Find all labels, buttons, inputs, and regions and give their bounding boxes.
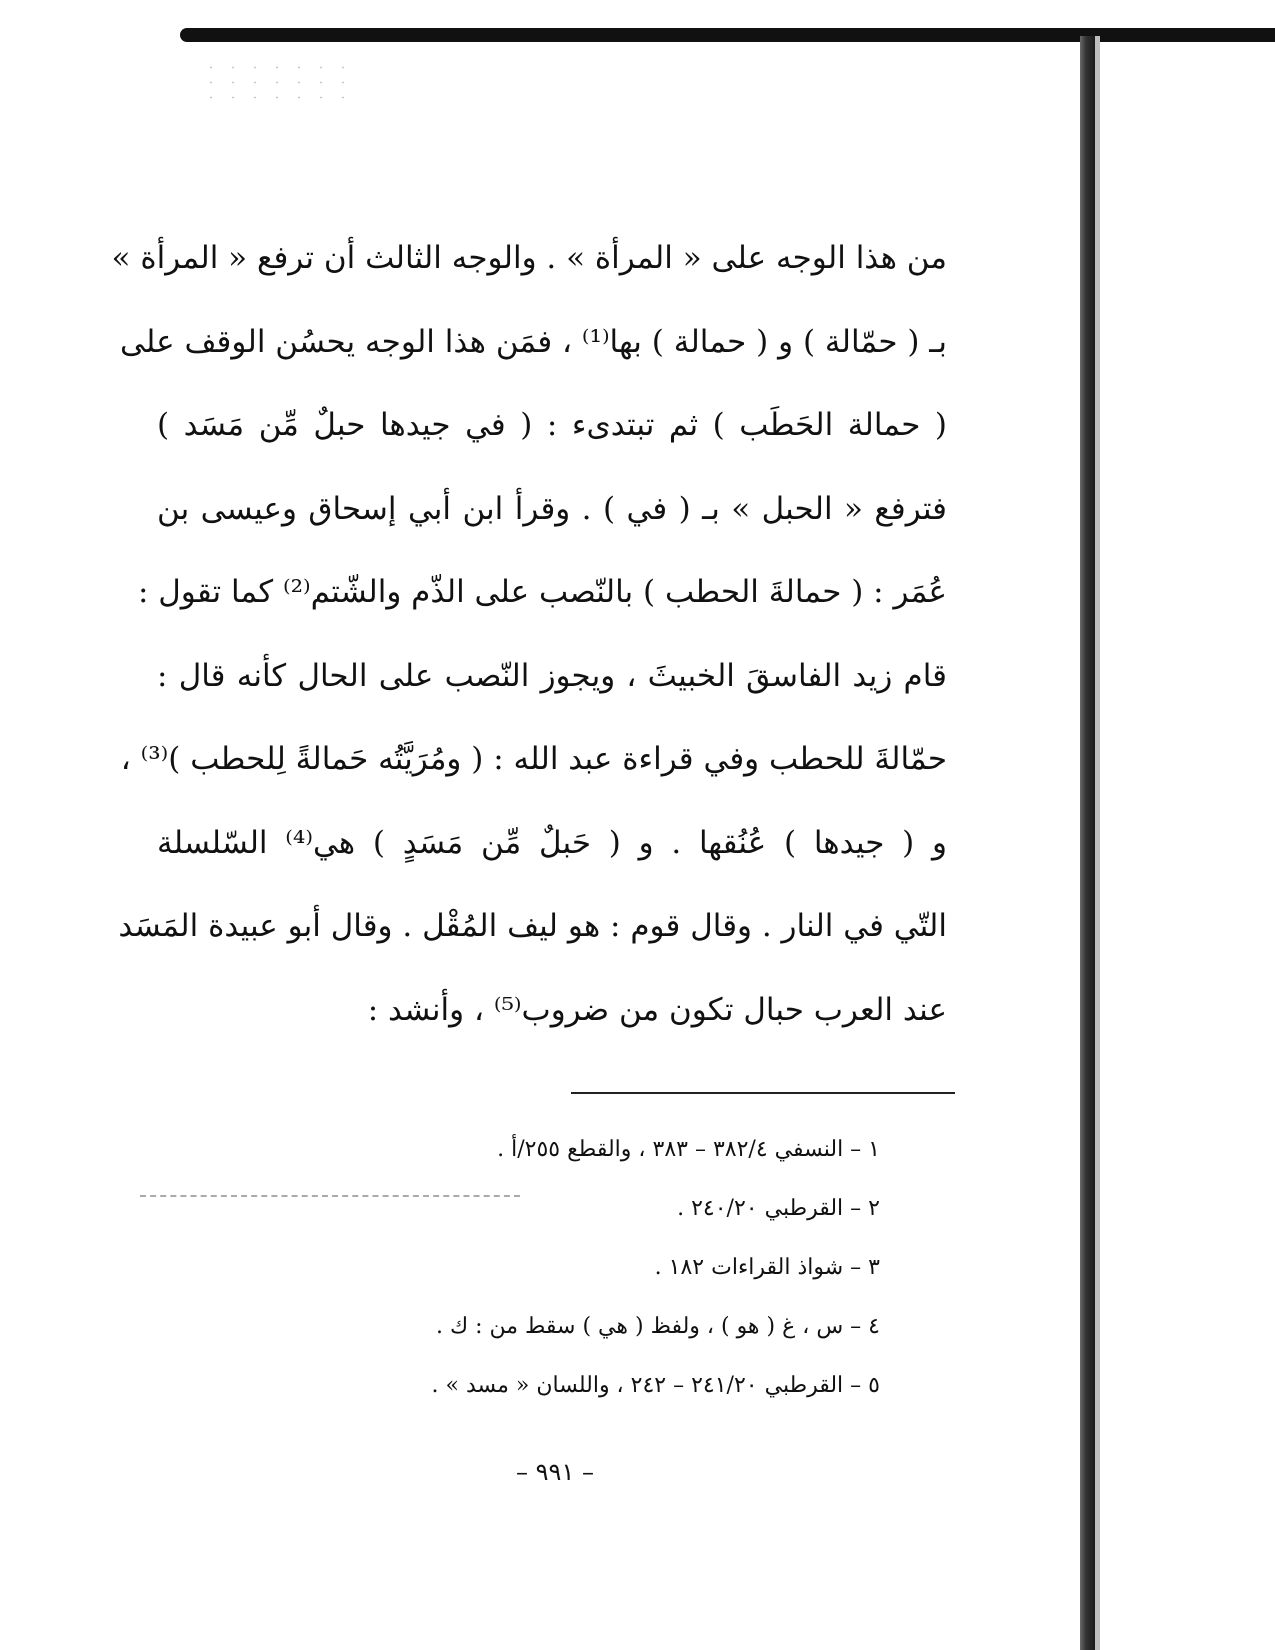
footnote: ٣ – شواذ القراءات ١٨٢ . <box>654 1255 880 1280</box>
body-line: قام زيد الفاسقَ الخبيثَ ، ويجوز النّصب على الحال كأنه قال : <box>157 657 947 694</box>
body-line: حمّالةَ للحطب وفي قراءة عبد الله : ( ومُرَيَّتُه حَمالةً لِلحطب )⁽³⁾ ، <box>120 741 947 777</box>
footnote: ١ – النسفي ٣٨٢/٤ – ٣٨٣ ، والقطع ٢٥٥/أ . <box>497 1137 880 1162</box>
body-line: و ( جيدها ) عُنُقها . و ( حَبلٌ مِّن مَسَدٍ ) هي⁽⁴⁾ السّلسلة <box>157 824 947 861</box>
footnote: ٤ – س ، غ ( هو ) ، ولفظ ( هي ) سقط من : ك . <box>436 1314 880 1339</box>
body-line: عُمَر : ( حمالةَ الحطب ) بالنّصب على الذّم والشّتم⁽²⁾ كما تقول : <box>137 574 947 610</box>
footnote: ٢ – القرطبي ٢٤٠/٢٠ . <box>677 1196 880 1221</box>
book-spine-shadow <box>1080 36 1095 1650</box>
header-rule <box>180 28 1275 42</box>
body-line: عند العرب حبال تكون من ضروب⁽⁵⁾ ، وأنشد : <box>367 991 947 1028</box>
footnote: ٥ – القرطبي ٢٤١/٢٠ – ٢٤٢ ، واللسان « مسد » . <box>431 1373 880 1398</box>
body-text <box>111 228 947 1063</box>
page-number: – ٩٩١ – <box>516 1458 594 1486</box>
book-spine-edge <box>1095 36 1100 1650</box>
body-line: التّي في النار . وقال قوم : هو ليف المُقْل . وقال أبو عبيدة المَسَد <box>118 908 947 944</box>
body-line: ( حمالة الحَطَب ) ثم تبتدىء : ( في جيدها حبلٌ مِّن مَسَد ) <box>157 407 947 443</box>
footnotes <box>432 1130 880 1425</box>
body-line: من هذا الوجه على « المرأة » . والوجه الثالث أن ترفع « المرأة » <box>111 240 947 276</box>
footnote-separator <box>571 1092 955 1094</box>
body-line: فترفع « الحبل » بـ ( في ) . وقرأ ابن أبي إسحاق وعيسى بن <box>157 490 947 527</box>
body-line: بـ ( حمّالة ) و ( حمالة ) بها⁽¹⁾ ، فمَن هذا الوجه يحسُن الوقف على <box>120 323 947 360</box>
scan-noise <box>200 60 360 100</box>
